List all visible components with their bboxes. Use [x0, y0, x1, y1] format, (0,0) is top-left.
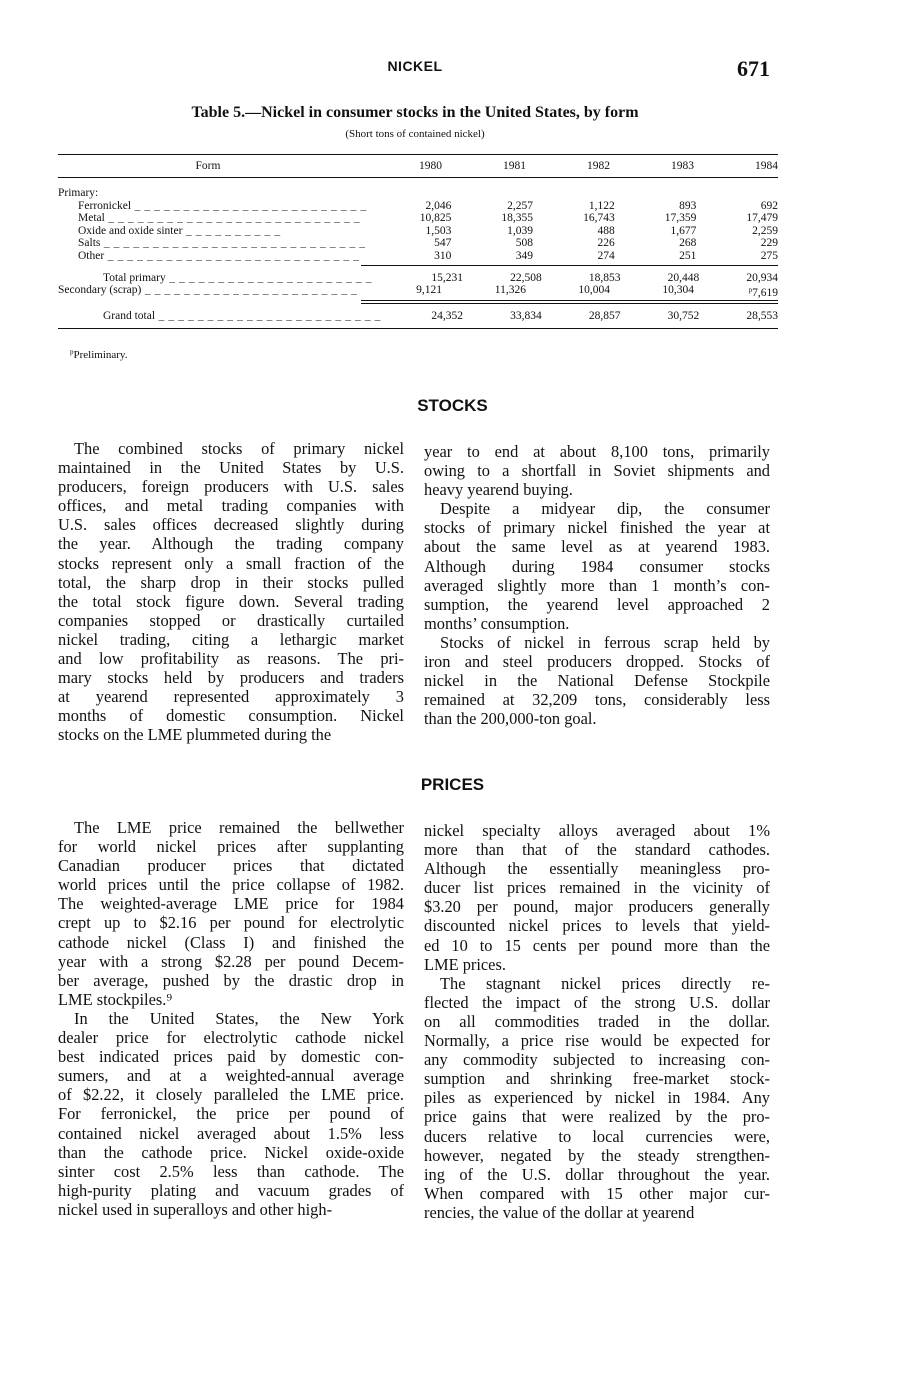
cell: 1,677: [670, 224, 697, 237]
text-line: In the United States, the New York: [74, 1008, 404, 1028]
primary-rows: [58, 200, 778, 263]
text-line: sinter cost 2.5% less than cathode. The: [58, 1161, 404, 1181]
cell: $^p$7,619: [748, 286, 778, 300]
leader-dots: _ _ _ _ _ _ _ _ _ _ _ _ _ _ _ _ _ _ _ _ _ _ _ _: [131, 199, 367, 212]
column-header-1983: 1983: [671, 159, 694, 172]
cell: 20,448: [667, 271, 700, 284]
cell: 28,857: [588, 309, 621, 322]
cell: 274: [597, 249, 615, 262]
text-line: about the same level as at yearend 1983.: [424, 537, 770, 557]
column-header-1982: 1982: [587, 159, 610, 172]
table-row: [58, 200, 778, 213]
text-line: dealer price for electrolytic cathode nickel: [58, 1028, 404, 1048]
cell: 10,004: [578, 284, 610, 297]
cell: 349: [515, 249, 534, 262]
preliminary-mark: p: [748, 286, 753, 295]
text-line: and low profitability as reasons. The pri-: [58, 649, 404, 669]
table-bottom-rule: [58, 328, 778, 329]
cell: 24,352: [431, 309, 463, 322]
text-line: ducers relative to local currencies were,: [424, 1126, 770, 1146]
stocks-right-column: [424, 442, 770, 728]
text-line: year with a strong $2.28 per pound Decem-: [58, 951, 404, 971]
text-line: more than that of the standard cathodes.: [424, 840, 770, 860]
text-line: sumption, the yearend level approached 2: [424, 594, 770, 614]
text-line: however, negated by the steady strengthen-: [424, 1145, 770, 1165]
section-heading-stocks: STOCKS: [417, 396, 488, 415]
cell: 18,853: [588, 271, 621, 284]
text-line: nickel specialty alloys averaged about 1%: [424, 821, 770, 840]
stocks-left-column: [58, 439, 404, 745]
text-line: months’ consumption.: [424, 613, 570, 633]
text-line: owing to a shortfall in Soviet shipments and: [424, 461, 770, 481]
text-line: discounted nickel prices to levels that yield-: [424, 916, 770, 936]
cell: 11,326: [494, 284, 526, 297]
section-heading-prices: PRICES: [420, 775, 485, 794]
text-line: piles as experienced by nickel in 1984. Any: [424, 1088, 770, 1108]
paragraph: [424, 633, 770, 728]
text-line: best indicated prices paid by domestic con-: [58, 1047, 404, 1067]
text-line: world prices until the price collapse of 1982.: [58, 875, 404, 895]
text-line: Stocks of nickel in ferrous scrap held by: [440, 632, 770, 652]
cell: 10,304: [662, 284, 694, 297]
column-header-1980: 1980: [419, 159, 442, 172]
table-row: [58, 225, 778, 238]
table-group-row: [58, 187, 778, 200]
table-row-grand-total: [58, 310, 778, 323]
text-line: nickel trading, citing a lethargic market: [58, 629, 404, 649]
text-line: nickel in the National Defense Stockpile: [424, 671, 770, 691]
cell: 1,503: [425, 224, 452, 237]
text-line: LME stockpiles.⁹: [58, 989, 173, 1009]
text-line: companies stopped or drastically curtailed: [58, 610, 404, 630]
row-label: Salts _ _ _ _ _ _ _ _ _ _ _ _ _ _ _ _ _ _ _ _ _ _ _ _ _ _ _: [78, 237, 366, 250]
text-line: stocks represent only a small fraction of the: [58, 553, 404, 573]
text-line: Although during 1984 consumer stocks: [424, 556, 770, 576]
table-header-row: [58, 155, 778, 178]
cell: 2,257: [507, 199, 534, 212]
text-line: $3.20 per pound, major producers generally: [424, 897, 770, 917]
row-label: Ferronickel _ _ _ _ _ _ _ _ _ _ _ _ _ _ _ _ _ _ _ _ _ _ _ _: [78, 199, 367, 212]
text-line: of $2.22, it closely paralleled the LME price.: [58, 1085, 404, 1105]
paragraph: [424, 442, 770, 499]
cell: 229: [760, 237, 779, 250]
cell: 310: [434, 249, 452, 262]
cell: 30,752: [667, 309, 700, 322]
nickel-stocks-table: [58, 154, 778, 329]
text-line: The stagnant nickel prices directly re-: [440, 973, 770, 993]
cell: 28,553: [746, 309, 778, 322]
text-line: ber average, pushed by the drastic drop in: [58, 970, 404, 990]
text-line: LME prices.: [424, 954, 506, 974]
text-line: price gains that were realized by the pro-: [424, 1107, 770, 1127]
paragraph: [424, 974, 770, 1222]
text-line: Normally, a price rise would be expected for: [424, 1031, 770, 1051]
leader-dots: _ _ _ _ _ _ _ _ _ _ _ _ _ _ _ _ _ _ _ _ _: [165, 271, 373, 284]
text-line: ducer list prices remained in the vicinity of: [424, 878, 770, 898]
text-line: at yearend represented approximately 3: [58, 687, 404, 707]
cell: 547: [434, 237, 452, 250]
text-line: nickel used in superalloys and other high-: [58, 1199, 333, 1219]
row-label: Metal _ _ _ _ _ _ _ _ _ _ _ _ _ _ _ _ _ _ _ _ _ _ _ _ _ _: [78, 212, 361, 225]
row-label: Other _ _ _ _ _ _ _ _ _ _ _ _ _ _ _ _ _ _ _ _ _ _ _ _ _ _: [78, 249, 360, 262]
text-line: heavy yearend buying.: [424, 480, 573, 500]
text-line: flected the impact of the strong U.S. dollar: [424, 992, 770, 1012]
table-row: [58, 237, 778, 250]
paragraph: [424, 499, 770, 633]
paragraph: [58, 439, 404, 745]
leader-dots: _ _ _ _ _ _ _ _ _ _ _ _ _ _ _ _ _ _ _ _ _ _ _: [155, 309, 382, 322]
cell: 268: [679, 237, 697, 250]
text-line: for world nickel prices after supplanting: [58, 837, 404, 857]
cell: 2,046: [425, 199, 452, 212]
text-line: The weighted-average LME price for 1984: [58, 894, 404, 914]
table-row-total-primary: [58, 272, 778, 285]
text-line: When compared with 15 other major cur-: [424, 1183, 770, 1203]
cell: 1,039: [507, 224, 534, 237]
table-subtitle: (Short tons of contained nickel): [345, 128, 485, 140]
row-label: Secondary (scrap) _ _ _ _ _ _ _ _ _ _ _ _ _ _ _ _ _ _ _ _ _ _: [58, 284, 358, 297]
leader-dots: _ _ _ _ _ _ _ _ _ _ _ _ _ _ _ _ _ _ _ _ _ _ _ _ _ _: [104, 212, 361, 225]
column-header-1984: 1984: [755, 159, 778, 172]
cell: 17,359: [664, 212, 697, 225]
text-line: ed 10 to 15 cents per pound more than the: [424, 935, 770, 955]
cell: 10,825: [419, 212, 452, 225]
prices-left-column: [58, 818, 404, 1219]
running-header-title: NICKEL: [387, 58, 443, 74]
cell: 33,834: [510, 309, 542, 322]
text-line: the total stock figure down. Several trading: [58, 591, 404, 611]
text-line: Despite a midyear dip, the consumer: [440, 499, 770, 519]
text-line: total, the sharp drop in their stocks pulled: [58, 572, 404, 592]
text-line: cathode nickel (Class I) and finished the: [58, 932, 404, 952]
text-line: on all commodities traded in the dollar.: [424, 1011, 770, 1031]
column-header-1981: 1981: [503, 159, 526, 172]
group-label-primary: Primary:: [58, 187, 99, 199]
row-label: Oxide and oxide sinter _ _ _ _ _ _ _ _ _ _: [78, 224, 281, 237]
leader-dots: _ _ _ _ _ _ _ _ _ _ _ _ _ _ _ _ _ _ _ _ _ _: [141, 284, 358, 297]
cell: 18,355: [501, 212, 534, 225]
cell: 9,121: [416, 284, 442, 297]
text-line: maintained in the United States by U.S.: [58, 458, 404, 478]
leader-dots: _ _ _ _ _ _ _ _ _ _ _ _ _ _ _ _ _ _ _ _ _ _ _ _ _ _ _: [100, 237, 366, 250]
cell: 15,231: [431, 271, 463, 284]
text-line: For ferronickel, the price per pound of: [58, 1104, 404, 1124]
table-row: [58, 250, 778, 263]
text-line: than the 200,000-ton goal.: [424, 709, 597, 729]
leader-dots: _ _ _ _ _ _ _ _ _ _: [182, 224, 281, 237]
text-line: ing of the U.S. dollar throughout the year.: [424, 1164, 770, 1184]
text-line: high-purity plating and vacuum grades of: [58, 1180, 404, 1200]
text-line: any commodity subjected to increasing con-: [424, 1050, 770, 1070]
leader-dots: _ _ _ _ _ _ _ _ _ _ _ _ _ _ _ _ _ _ _ _ _ _ _ _ _ _: [104, 249, 360, 262]
table-row-secondary: [58, 284, 778, 300]
paragraph: [58, 1009, 404, 1219]
text-line: months of domestic consumption. Nickel: [58, 706, 404, 726]
text-line: U.S. sales offices decreased slightly during: [58, 515, 404, 535]
cell: 16,743: [583, 212, 615, 225]
text-line: stocks of primary nickel finished the year at: [424, 518, 770, 538]
table-footnote: $^p$Preliminary.: [70, 348, 128, 361]
text-line: iron and steel producers dropped. Stocks of: [424, 652, 770, 672]
text-line: mary stocks held by producers and traders: [58, 668, 404, 688]
text-line: averaged slightly more than 1 month’s con-: [424, 575, 770, 595]
column-header-form: Form: [195, 159, 221, 172]
text-line: year to end at about 8,100 tons, primarily: [424, 442, 770, 461]
cell: 226: [597, 237, 615, 250]
paragraph: [424, 821, 770, 974]
row-label: Total primary _ _ _ _ _ _ _ _ _ _ _ _ _ _ _ _ _ _ _ _ _: [103, 271, 373, 284]
cell: 251: [679, 249, 697, 262]
page-number: 671: [737, 56, 770, 81]
cell: 488: [597, 224, 615, 237]
cell: 1,122: [588, 199, 615, 212]
cell: 20,934: [746, 271, 778, 284]
cell: 692: [760, 199, 779, 212]
text-line: Although the essentially meaningless pro-: [424, 859, 770, 879]
cell: 17,479: [746, 212, 779, 225]
text-line: the year. Although the trading company: [58, 534, 404, 554]
text-line: offices, and metal trading companies with: [58, 496, 404, 516]
table-title: Table 5.—Nickel in consumer stocks in the United States, by form: [191, 104, 639, 121]
table-row: [58, 212, 778, 225]
text-line: crept up to $2.16 per pound for electrolytic: [58, 913, 404, 933]
text-line: The LME price remained the bellwether: [74, 818, 404, 837]
text-line: sumption and shrinking free-market stock-: [424, 1069, 770, 1089]
text-line: than the cathode price. Nickel oxide-oxide: [58, 1142, 404, 1162]
prices-right-column: [424, 821, 770, 1222]
text-line: sumers, and at a weighted-annual average: [58, 1066, 404, 1086]
text-line: rencies, the value of the dollar at yearend: [424, 1202, 695, 1222]
text-line: contained nickel averaged about 1.5% less: [58, 1123, 404, 1143]
cell: 275: [760, 249, 779, 262]
text-line: producers, foreign producers with U.S. sales: [58, 477, 404, 497]
cell: 508: [515, 237, 534, 250]
cell: 2,259: [752, 224, 779, 237]
paragraph: [58, 818, 404, 1009]
text-line: The combined stocks of primary nickel: [74, 439, 404, 458]
text-line: stocks on the LME plummeted during the: [58, 725, 332, 745]
cell: 893: [679, 199, 697, 212]
text-line: remained at 32,209 tons, considerably less: [424, 690, 770, 710]
row-label: Grand total _ _ _ _ _ _ _ _ _ _ _ _ _ _ _ _ _ _ _ _ _ _ _: [103, 309, 382, 322]
cell: 22,508: [510, 271, 542, 284]
text-line: Canadian producer prices that dictated: [58, 856, 404, 876]
